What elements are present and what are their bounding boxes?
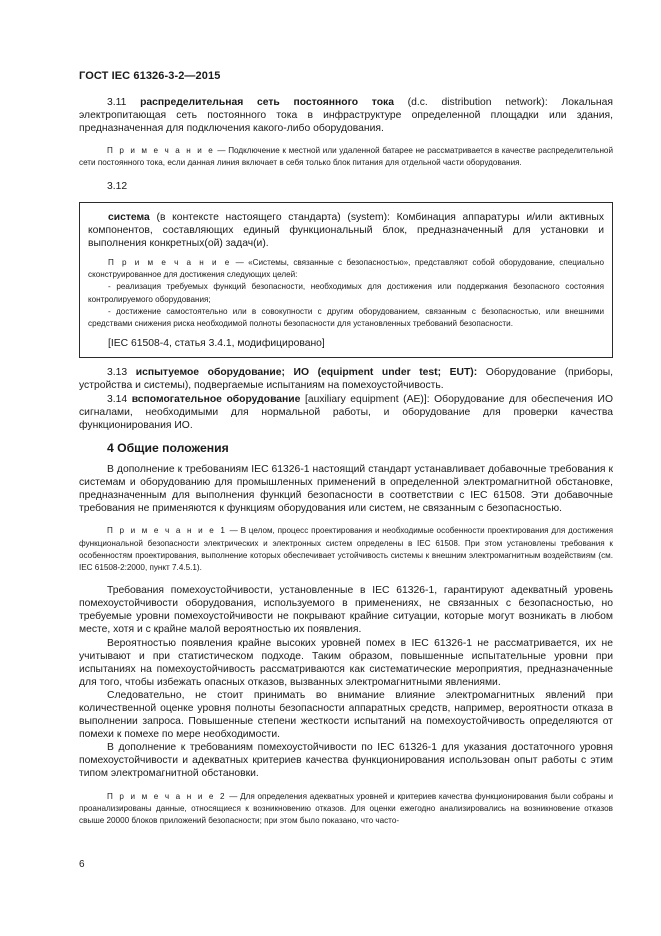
- definition: [auxiliary equipment (AE)]: Оборудование для обеспечения ИО сигналами, необходимыми для нормальной работы, и оборудование для проверки качества функционирования ИО.: [79, 393, 613, 431]
- clause-3-11: [79, 96, 613, 135]
- section-paragraph-2: Требования помехоустойчивости, установленные в IEC 61326-1, гарантируют адекватный уровень помехоустойчивости оборудования, используемого в применениях, не связанных с безопасностью, но требуемые уровни помехоустойчивости не покрывают крайние ситуации, которые могут возникать в любом месте, хотя и с крайне малой вероятностью их появления.: [79, 585, 613, 636]
- clause-3-14: [79, 393, 613, 432]
- note-text: — «Системы, связанные с безопасностью», представляют собой оборудование, специально сконструированное для достижения следующих целей:: [88, 258, 604, 280]
- section-title: 4 Общие положения: [107, 440, 229, 455]
- box-note: [88, 257, 604, 281]
- definition: (d.c. distribution network): Локальная электропитающая сеть постоянного тока в инфраструктуре определенной площадки или здания, предназначенная для подключения какого-либо оборудования.: [79, 97, 613, 135]
- note-label: П р и м е ч а н и е 1: [107, 526, 227, 536]
- section-paragraph-1: В дополнение к требованиям IEC 61326-1 настоящий стандарт устанавливает добавочные требования к системам и оборудованию для промышленных применений в определенной электромагнитной обстановке, предназначенным для выполнения функций безопасности в соответствии с IEC 61508. Эти добавочные требования не применяются к функциям оборудования или систем, не связанным с безопасностью.: [79, 463, 613, 515]
- note-text: — В целом, процесс проектирования и необходимые особенности проектирования для достижения функциональной безопасности электрических и электронных систем определены в IEC 61508. При этом установлены требования к особенностям проектирования, выполнение которых обеспечивает устойчивость системы к внешним электромагнитным воздействиям (см. IEC 61508-2:2000, пункт 7.4.5.1).: [79, 526, 613, 572]
- box-note-item-1: - реализация требуемых функций безопасности, необходимых для достижения или поддержания безопасного состояния контролируемого оборудования;: [88, 282, 604, 304]
- definition: Оборудование (приборы, устройства и системы), подвергаемые испытаниям на помехоустойчивость.: [79, 367, 614, 392]
- box-note-item-2: - достижение самостоятельно или в совокупности с другим оборудованием, связанным с безопасностью, или внешними средствами снижения риска необходимой полноты безопасности для установленных требований безопасности.: [88, 306, 604, 329]
- box-source: [IEC 61508-4, статья 3.4.1, модифицировано]: [108, 338, 325, 350]
- clause-3-13: [79, 366, 613, 392]
- page-number: 6: [79, 859, 85, 870]
- clause-3-12: 3.12: [107, 180, 128, 192]
- note-label: П р и м е ч а н и е: [108, 258, 232, 268]
- term: вспомогательное оборудование: [131, 393, 301, 405]
- note-label: П р и м е ч а н и е: [107, 146, 215, 156]
- box-definition: [88, 211, 604, 250]
- document-header: ГОСТ IEC 61326-3-2—2015: [79, 70, 221, 82]
- note-1: [79, 525, 613, 574]
- term: испытуемое оборудование; ИО (equipment under test; EUT):: [135, 367, 478, 379]
- term: распределительная сеть постоянного тока: [140, 97, 394, 108]
- definition-box: [79, 202, 613, 359]
- definition: (в контексте настоящего стандарта) (system): Комбинация аппаратуры и/или активных компонентов, составляющих единый функциональный блок, предназначенный для установки и выполнения конкретных(ой) задач(и).: [88, 211, 604, 249]
- note-2: [79, 791, 613, 828]
- page-content: [79, 96, 613, 827]
- note-text: — Подключение к местной или удаленной батарее не рассматривается в качестве распределительной сети постоянного тока, если данная линия включает в себя только блок питания для отдельной части оборудования.: [79, 146, 613, 168]
- note-label: П р и м е ч а н и е 2: [107, 791, 227, 801]
- section-paragraph-3: Вероятностью появления крайне высоких уровней помех в IEC 61326-1 не рассматривается, их не учитывают и при статистическом подходе. Таким образом, повышенные испытательные уровни при испытаниях на помехоустойчивость рассматриваются как систематические мероприятия, предназначенные для того, чтобы избежать опасных отказов, вызванных электромагнитными явлениями.: [79, 637, 613, 688]
- term: система: [108, 211, 150, 223]
- clause-number: 3.13: [107, 367, 128, 379]
- section-paragraph-5: В дополнение к требованиям помехоустойчивости по IEC 61326-1 для указания достаточного уровня помехоустойчивости и адекватных критериев качества функционирования использован опыт работы с этим типом электромагнитной обстановки.: [79, 742, 613, 780]
- note-text: — Для определения адекватных уровней и критериев качества функционирования были собраны и проанализированы данные, относящиеся к возникновению отказов. Для оценки ежегодно анализировались на возникновение отказов свыше 20000 блоков приложений безопасности; при этом было показано, что часто-: [79, 791, 614, 825]
- section-paragraph-4: Следовательно, не стоит принимать во внимание влияние электромагнитных явлений при количественной оценке уровня полноты безопасности аппаратных средств, например, вероятности отказа в выполнении запроса. Повышенные степени жесткости испытаний на помехоустойчивость определяются от помехи к помехе по мере необходимости.: [79, 689, 613, 741]
- note-3-11: [79, 145, 613, 169]
- clause-number: 3.11: [107, 97, 127, 108]
- clause-number: 3.14: [107, 393, 128, 405]
